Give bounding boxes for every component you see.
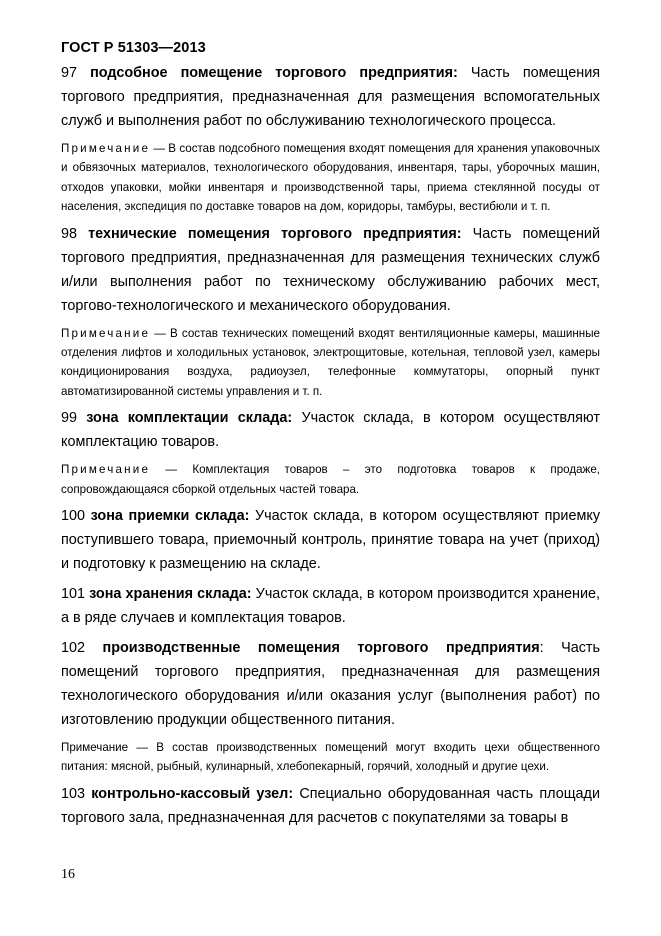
note-label: Примечание: [61, 142, 151, 155]
term-title: производственные помещения торгового предприятия: [102, 640, 540, 657]
term-entry-97: [61, 61, 600, 133]
term-number: 102: [61, 640, 86, 657]
term-number: 100: [61, 508, 86, 525]
note-dash: —: [136, 741, 148, 755]
note-label: Примечание: [61, 741, 129, 755]
terms-list: [61, 61, 600, 836]
note-dash: —: [165, 463, 178, 477]
term-entry-98: [61, 222, 600, 318]
term-entry-101: [61, 582, 600, 630]
term-number: 98: [61, 225, 78, 242]
term-definition: Часть помещений торгового предприятия, предназначенная для размещения технологического оборудования и/или оказания услуг (выполнения работ) по изготовлению продукции общественного питания.: [61, 640, 600, 729]
term-entry-103: [61, 782, 600, 830]
term-definition: Часть помещений торгового предприятия, предназначенная для размещения технических служб и/или выполнения работ по техническому обслуживанию рабочих мест, торгово-технологического и механического оборудования.: [61, 225, 600, 314]
note-text: Комплектация товаров – это подготовка товаров к продаже, сопровождающаяся сборкой отдельных частей товара.: [61, 463, 600, 496]
term-definition: Участок склада, в котором производится хранение, а в ряде случаев и комплектация товаров.: [61, 586, 601, 627]
note-99: [61, 460, 600, 499]
note-102: [61, 738, 600, 777]
standard-header: ГОСТ Р 51303—2013: [61, 40, 206, 56]
term-colon: :: [539, 640, 544, 657]
note-dash: —: [153, 142, 165, 155]
note-label: Примечание: [61, 463, 151, 477]
term-definition: Специально оборудованная часть площади торгового зала, предназначенная для расчетов с покупателями за товары в: [61, 785, 600, 826]
page-number: 16: [61, 867, 75, 882]
note-text: В состав подсобного помещения входят помещения для хранения упаковочных и обвязочных материалов, технологического оборудования, инвентаря, тары, уборочных машин, отходов упаковки, мойки инвентаря и производственной тары, приема стеклянной посуды от населения, экспедиция по доставке товаров на дом, коридоры, тамбуры, вестибюли и т. п.: [61, 142, 600, 214]
note-label: Примечание: [61, 326, 151, 340]
term-number: 103: [61, 785, 86, 802]
note-dash: —: [154, 326, 166, 340]
term-definition: Часть помещения торгового предприятия, предназначенная для размещения вспомогательных служб и выполнения работ по обслуживанию технологического процесса.: [61, 65, 601, 129]
term-number: 97: [61, 65, 78, 81]
term-definition: Участок склада, в котором осуществляют приемку поступившего товара, приемочный контроль, принятие товара на учет (приход) и подготовку к размещению на складе.: [61, 508, 601, 573]
term-title: зона хранения склада:: [89, 586, 252, 603]
term-entry-100: [61, 504, 600, 576]
term-entry-102: [61, 636, 600, 732]
note-97: [61, 139, 600, 217]
note-98: [61, 324, 600, 402]
term-title: подсобное помещение торгового предприятия:: [90, 65, 458, 81]
term-entry-99: [61, 406, 600, 454]
term-title: контрольно-кассовый узел:: [91, 785, 294, 802]
term-title: технические помещения торгового предприятия:: [88, 225, 462, 242]
note-text: В состав технических помещений входят вентиляционные камеры, машинные отделения лифтов и холодильных установок, электрощитовые, котельная, тепловой узел, камеры кондиционирования воздуха, радиоузел, телефонные коммутаторы, опорный пункт автоматизированной системы управления и т. п.: [61, 326, 600, 398]
term-number: 99: [61, 410, 78, 427]
note-text: В состав производственных помещений могут входить цехи общественного питания: мясной, рыбный, кулинарный, хлебопекарный, горячий, холодный и другие цехи.: [61, 741, 600, 774]
term-number: 101: [61, 586, 86, 603]
term-definition: Участок склада, в котором осуществляют комплектацию товаров.: [61, 410, 601, 451]
term-title: зона приемки склада:: [90, 508, 250, 525]
term-title: зона комплектации склада:: [86, 410, 293, 427]
